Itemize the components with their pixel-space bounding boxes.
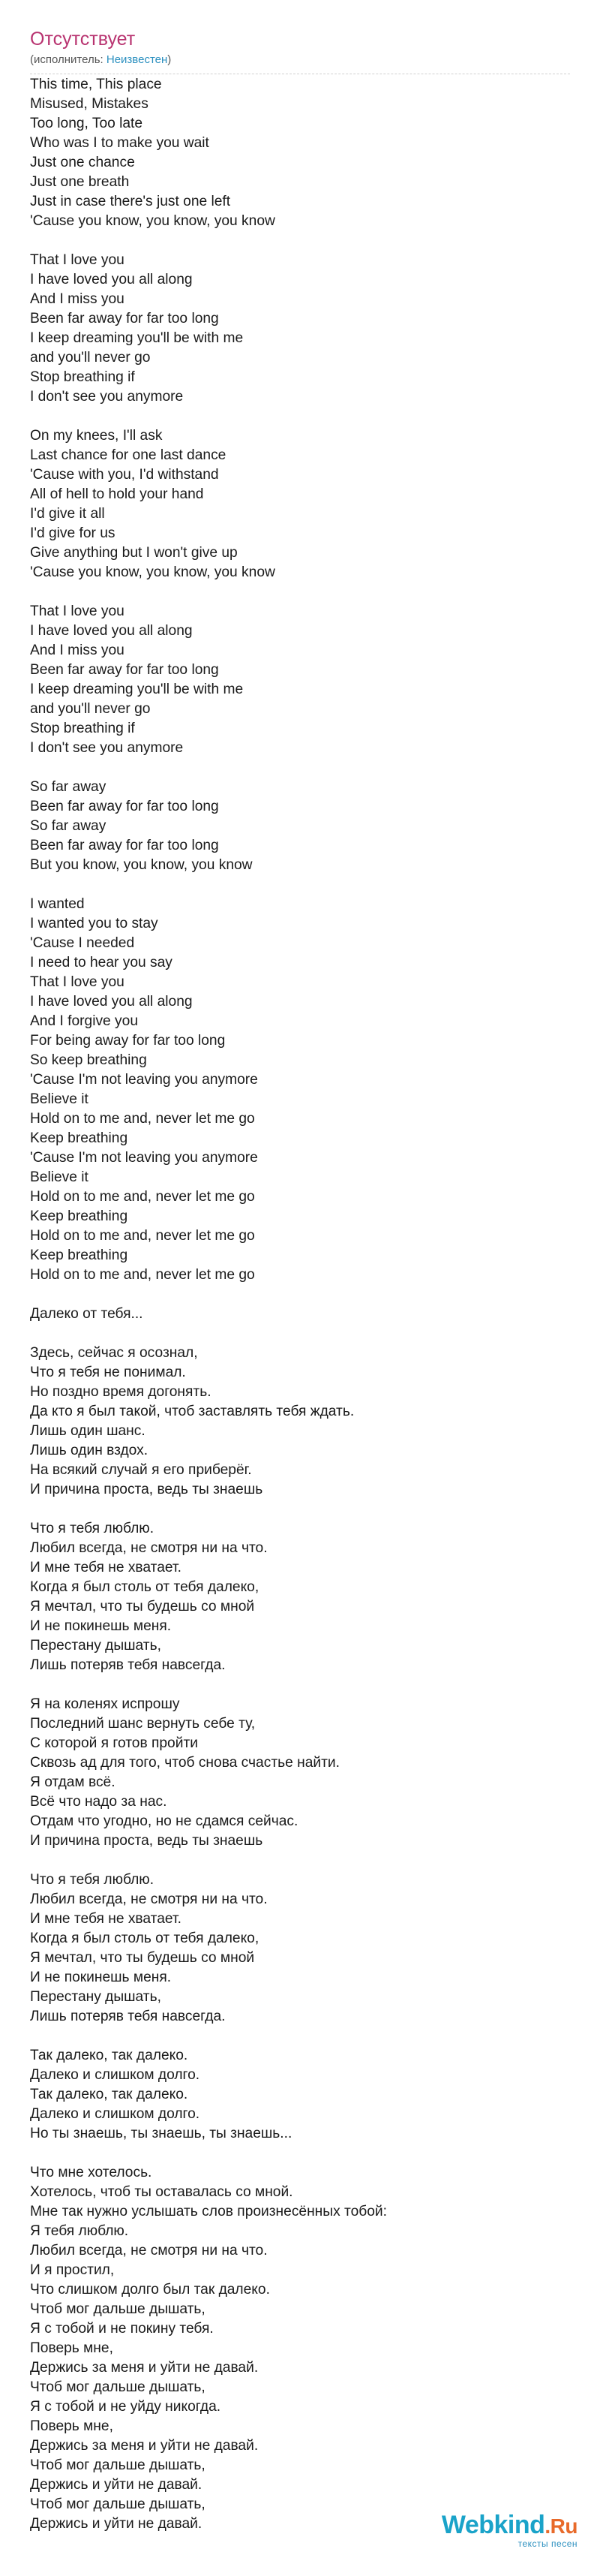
logo-tld: .Ru xyxy=(544,2514,578,2538)
lyrics-text: This time, This place Misused, Mistakes Too long, Too late Who was I to make you wait Just one chance Just one breath Just in case there's just one left 'Cause you know, you know, you know That I love you I have loved you all along And I miss you Been far away for far too long I keep dreaming you'll be with me and you'll never go Stop breathing if I don't see you anymore On my knees, I'll ask Last chance for one last dance 'Cause with you, I'd withstand All of hell to hold your hand I'd give it all I'd give for us Give anything but I won't give up 'Cause you know, you know, you know That I love you I have loved you all along And I miss you Been far away for far too long I keep dreaming you'll be with me and you'll never go Stop breathing if I don't see you anymore So far away Been far away for far too long So far away Been far away for far too long But you know, you know, you know I wanted I wanted you to stay 'Cause I needed I need to hear you say That I love you I have loved you all along And I forgive you For being away for far too long So keep breathing 'Cause I'm not leaving you anymore Believe it Hold on to me and, never let me go Keep breathing 'Cause I'm not leaving you anymore Believe it Hold on to me and, never let me go Keep breathing Hold on to me and, never let me go Keep breathing Hold on to me and, never let me go Далеко от тебя... Здесь, сейчас я осознал, Что я тебя не понимал. Но поздно время догонять. Да кто я был такой, чтоб заставлять тебя ждать. Лишь один шанс. Лишь один вздох. На всякий случай я его приберёг. И причина проста, ведь ты знаешь Что я тебя люблю. Любил всегда, не смотря ни на что. И мне тебя не хватает. Когда я был столь от тебя далеко, Я мечтал, что ты будешь со мной И не покинешь меня. Перестану дышать, Лишь потеряв тебя навсегда. Я на коленях испрошу Последний шанс вернуть себе ту, С которой я готов пройти Сквозь ад для того, чтоб снова счастье найти. Я отдам всё. Всё что надо за нас. Отдам что угодно, но не сдамся сейчас. И причина проста, ведь ты знаешь Что я тебя люблю. Любил всегда, не смотря ни на что. И мне тебя не хватает. Когда я был столь от тебя далеко, Я мечтал, что ты будешь со мной И не покинешь меня. Перестану дышать, Лишь потеряв тебя навсегда. Так далеко, так далеко. Далеко и слишком долго. Так далеко, так далеко. Далеко и слишком долго. Но ты знаешь, ты знаешь, ты знаешь... Что мне хотелось. Хотелось, чтоб ты оставалась со мной. Мне так нужно услышать слов произнесённых тобой: Я тебя люблю. Любил всегда, не смотря ни на что. И я простил, Что слишком долго был так далеко. Чтоб мог дальше дышать, Я с тобой и не покину тебя. Поверь мне, Держись за меня и уйти не давай. Чтоб мог дальше дышать, Я с тобой и не уйду никогда. Поверь мне, Держись за меня и уйти не давай. Чтоб мог дальше дышать, Держись и уйти не давай. Чтоб мог дальше дышать, Держись и уйти не давай. xyxy=(30,77,387,2532)
logo-tagline: тексты песен xyxy=(518,2538,578,2549)
song-header xyxy=(30,27,570,74)
song-title: Отсутствует xyxy=(30,29,136,50)
artist-line xyxy=(30,53,570,74)
logo-brand: Webkind xyxy=(441,2511,545,2539)
artist-link[interactable]: Неизвестен xyxy=(106,53,168,66)
artist-suffix: ) xyxy=(167,53,172,66)
site-logo[interactable] xyxy=(442,2511,578,2549)
logo-wordmark xyxy=(442,2511,578,2540)
artist-prefix: (исполнитель: xyxy=(30,53,106,66)
